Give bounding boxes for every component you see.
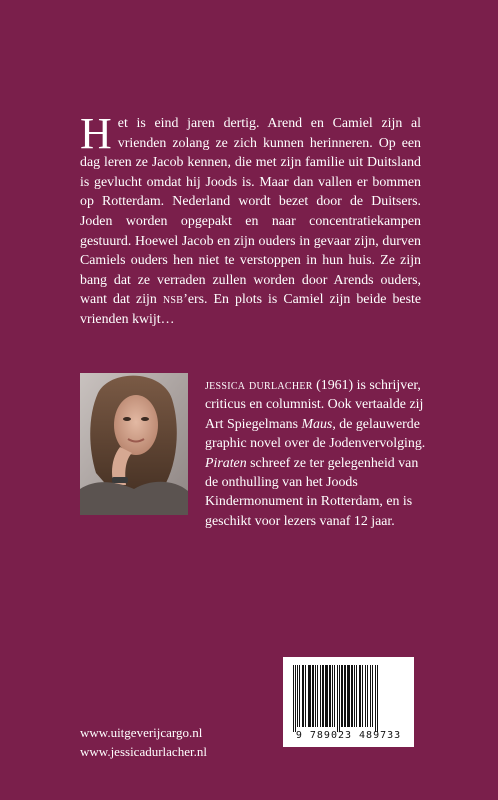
barcode-bar xyxy=(317,665,318,727)
barcode-bar xyxy=(332,665,333,727)
barcode-bar xyxy=(365,665,366,727)
barcode-bar xyxy=(337,665,338,732)
barcode-bar xyxy=(293,665,294,732)
barcode-bar xyxy=(302,665,304,727)
barcode-bar xyxy=(312,665,314,727)
barcode-bar xyxy=(367,665,368,727)
author-portrait-image xyxy=(80,373,188,515)
dropcap: H xyxy=(80,109,112,158)
author-photo xyxy=(80,373,188,515)
barcode-bar xyxy=(347,665,350,727)
barcode-bar xyxy=(315,665,316,727)
barcode-bar xyxy=(377,665,378,732)
author-bio-part-3: schreef ze ter gelegenheid van de onthulling van het Joods Kindermonument in Rotterdam, en is geschikt voor lezers vanaf 12 jaar. xyxy=(205,455,419,529)
author-name: jessica durlacher xyxy=(205,378,313,393)
barcode-bar xyxy=(297,665,298,727)
author-bio-part-2: , de gelauwerde graphic novel over de Jodenvervolging. xyxy=(205,416,426,452)
barcode-bar xyxy=(295,665,296,732)
barcode-bar xyxy=(351,665,353,727)
barcode-bar xyxy=(356,665,357,727)
barcode-bar xyxy=(354,665,355,727)
publisher-website-link[interactable]: www.uitgeverijcargo.nl xyxy=(80,725,203,740)
book-title-maus: Maus xyxy=(301,416,333,432)
author-website-link[interactable]: www.jessicadurlacher.nl xyxy=(80,744,207,759)
barcode-bar xyxy=(339,665,340,732)
barcode-bar xyxy=(359,665,361,727)
isbn-barcode xyxy=(283,657,414,747)
isbn-number: 9 789023 489733 xyxy=(295,730,402,741)
book-title-piraten: Piraten xyxy=(205,455,247,471)
barcode-bar xyxy=(372,665,373,727)
blurb-text xyxy=(80,109,422,330)
barcode-bar xyxy=(322,665,324,727)
barcode-bar xyxy=(370,665,371,727)
websites xyxy=(80,723,207,761)
barcode-bar xyxy=(334,665,335,727)
barcode-bar xyxy=(308,665,311,727)
barcode-bar xyxy=(325,665,328,727)
barcode-bar xyxy=(329,665,331,727)
barcode-bar xyxy=(320,665,321,727)
barcode-bar xyxy=(375,665,376,732)
barcode-bar xyxy=(299,665,300,727)
barcode-bar xyxy=(362,665,363,727)
author-bio-part-1: (1961) is schrijver, criticus en columnist. Ook vertaalde zij Art Spiegelmans xyxy=(205,378,424,432)
barcode-bar xyxy=(305,665,306,727)
author-bio xyxy=(205,376,427,531)
barcode-bar xyxy=(344,665,346,727)
blurb-part-1: et is eind jaren dertig. Arend en Camiel zijn al vrienden zolang ze zich kunnen herinneren. Op een dag leren ze Jacob kennen, die met zijn familie uit Duitsland is gevlucht omdat hij Joods is. Maar dan vallen er bommen op Rotterdam. Nederland wordt bezet door de Duitsers. Joden worden opgepakt en naar concentratiekampen gestuurd. Hoewel Jacob en zijn ouders in gevaar zijn, durven Camiels ouders hen niet te verstoppen in hun huis. Ze zijn bang dat ze verraden zullen worden door Arends ouders, want dat zijn xyxy=(80,116,421,308)
blurb-part-2: ’ers. En plots is Camiel zijn beide beste vrienden kwijt… xyxy=(80,292,422,327)
nsb-smallcaps: nsb xyxy=(162,292,184,308)
barcode-bar xyxy=(341,665,343,727)
